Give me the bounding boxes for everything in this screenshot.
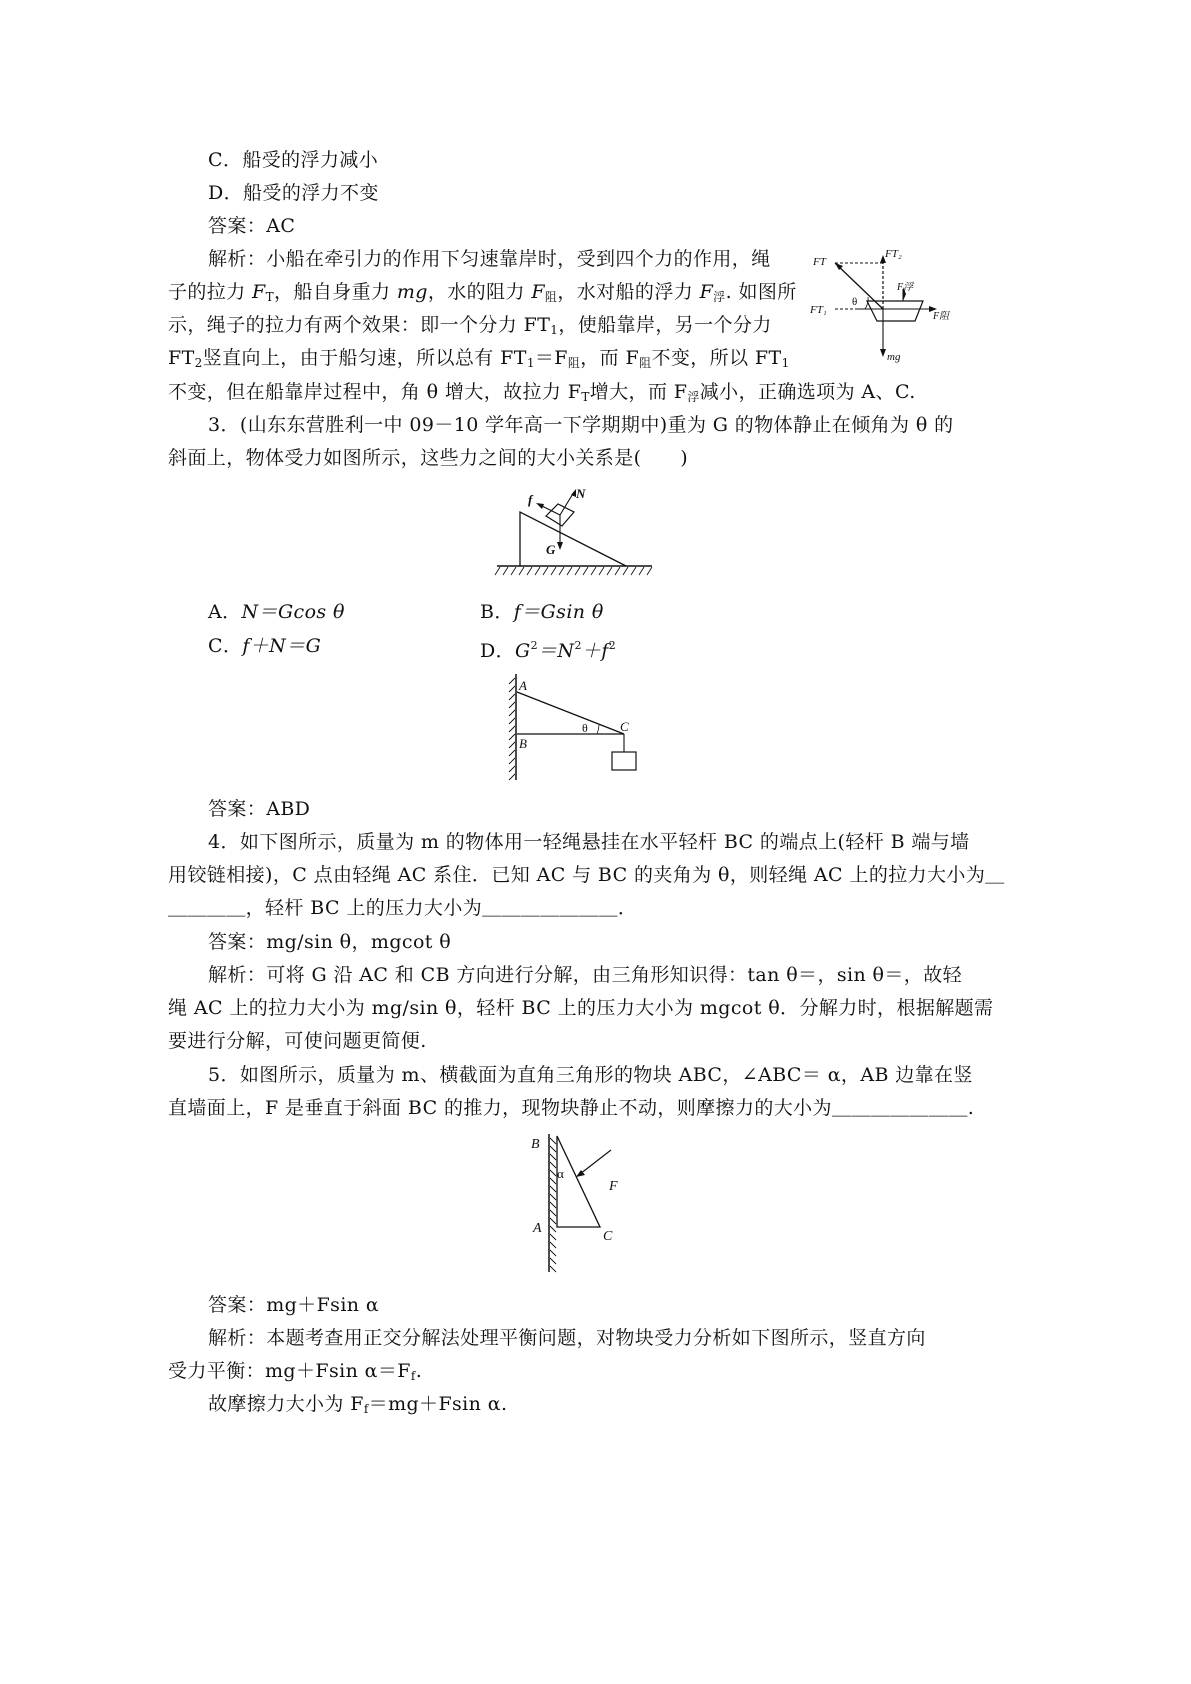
question-5-line2: 直墙面上，F 是垂直于斜面 BC 的推力，现物块静止不动，则摩擦力的大小为＿＿＿＿＿＿＿. <box>168 1097 975 1119</box>
question-4-line2: 用铰链相接)，C 点由轻绳 AC 系住．已知 AC 与 BC 的夹角为 θ，则轻绳 AC 上的拉力大小为＿ <box>168 864 1005 886</box>
boat-force-diagram <box>805 245 955 370</box>
answer-q2: 答案：AC <box>208 215 296 237</box>
option-c: C．船受的浮力减小 <box>208 149 379 171</box>
explanation-q5-line2: 受力平衡：mg＋Fsin $\alpha=F_f$. <box>168 1360 423 1383</box>
label-b: B <box>519 736 527 751</box>
label-a: A <box>519 678 527 693</box>
answer-q5: 答案：mg＋Fsin α <box>208 1294 380 1316</box>
answer-q3: 答案：ABD <box>208 798 311 820</box>
explanation-q5-line1: 解析：本题考查用正交分解法处理平衡问题，对物块受力分析如下图所示，竖直方向 <box>208 1327 926 1349</box>
label-a: A <box>533 1221 542 1236</box>
label-ft1: FT₁ <box>810 304 827 316</box>
label-theta: θ <box>852 296 858 308</box>
wedge-force-diagram <box>525 1130 650 1275</box>
label-f: f <box>528 492 533 507</box>
label-b: B <box>531 1137 540 1152</box>
explanation-q2-line4: $FT_2$竖直向上，由于船匀速，所以总有 $FT_1=F_阻$，而 $F_阻$不变，所以 $FT_1$ <box>168 347 790 370</box>
question-3-line1: 3．(山东东营胜利一中 09－10 学年高一下学期期中)重为 G 的物体静止在倾角为 θ 的 <box>208 414 954 436</box>
label-ft: FT <box>813 256 826 268</box>
label-ft2: FT₂ <box>885 248 902 260</box>
explanation-q2-line5: 不变，但在船靠岸过程中，角 θ 增大，故拉力 $F_T$增大，而 $F_浮$减小，正确选项为 A、C. <box>168 381 916 404</box>
label-alpha: α <box>557 1166 564 1181</box>
label-c: C <box>620 719 629 734</box>
label-mg: mg <box>887 351 901 363</box>
explanation-q5-line3: 故摩擦力大小为 $F_f=mg+Fsin$ α. <box>208 1393 508 1416</box>
label-f-zu: F阻 <box>933 311 950 322</box>
label-f: F <box>609 1179 618 1194</box>
wall-rod-diagram <box>500 670 645 782</box>
option-c-q3: C．f＋N＝G <box>208 635 322 657</box>
answer-q4: 答案：mg/sin θ，mgcot θ <box>208 931 452 953</box>
explanation-q4-line2: 绳 AC 上的拉力大小为 mg/sin θ，轻杆 BC 上的压力大小为 mgcot θ．分解力时，根据解题需 <box>168 997 994 1019</box>
explanation-q2-line3: 示，绳子的拉力有两个效果：即一个分力 $FT_1$，使船靠岸，另一个分力 <box>168 314 772 337</box>
option-b: B．f＝Gsin θ <box>480 601 604 623</box>
explanation-q2-line1: 解析：小船在牵引力的作用下匀速靠岸时，受到四个力的作用，绳 <box>208 248 771 270</box>
option-d: D．船受的浮力不变 <box>208 182 379 204</box>
question-4-line3: ＿＿＿＿，轻杆 BC 上的压力大小为＿＿＿＿＿＿＿． <box>168 897 638 919</box>
option-d-q3: D．$G^2=N^2+f^2$ <box>480 639 617 662</box>
question-3-line2: 斜面上，物体受力如图所示，这些力之间的大小关系是( ) <box>168 447 689 469</box>
label-f-fu: F浮 <box>897 282 914 293</box>
option-a: A．N＝Gcos θ <box>208 601 345 623</box>
explanation-q4-line1: 解析：可将 G 沿 AC 和 CB 方向进行分解，由三角形知识得：tan θ＝，sin θ＝，故轻 <box>208 964 962 986</box>
question-5-line1: 5．如图所示，质量为 m、横截面为直角三角形的物块 ABC，∠ABC＝ α，AB 边靠在竖 <box>208 1064 973 1086</box>
label-theta: θ <box>582 721 588 735</box>
explanation-q2-line2: 子的拉力 $F_T$，船自身重力 mg，水的阻力 $F_阻$，水对船的浮力 $F_浮$. 如图所 <box>168 281 797 304</box>
label-n: N <box>576 486 586 501</box>
explanation-q4-line3: 要进行分解，可使问题更简便. <box>168 1030 427 1052</box>
incline-force-diagram <box>494 486 656 578</box>
question-4-line1: 4．如下图所示，质量为 m 的物体用一轻绳悬挂在水平轻杆 BC 的端点上(轻杆 B 端与墙 <box>208 831 970 853</box>
label-g: G <box>546 542 556 557</box>
label-c: C <box>603 1229 613 1244</box>
